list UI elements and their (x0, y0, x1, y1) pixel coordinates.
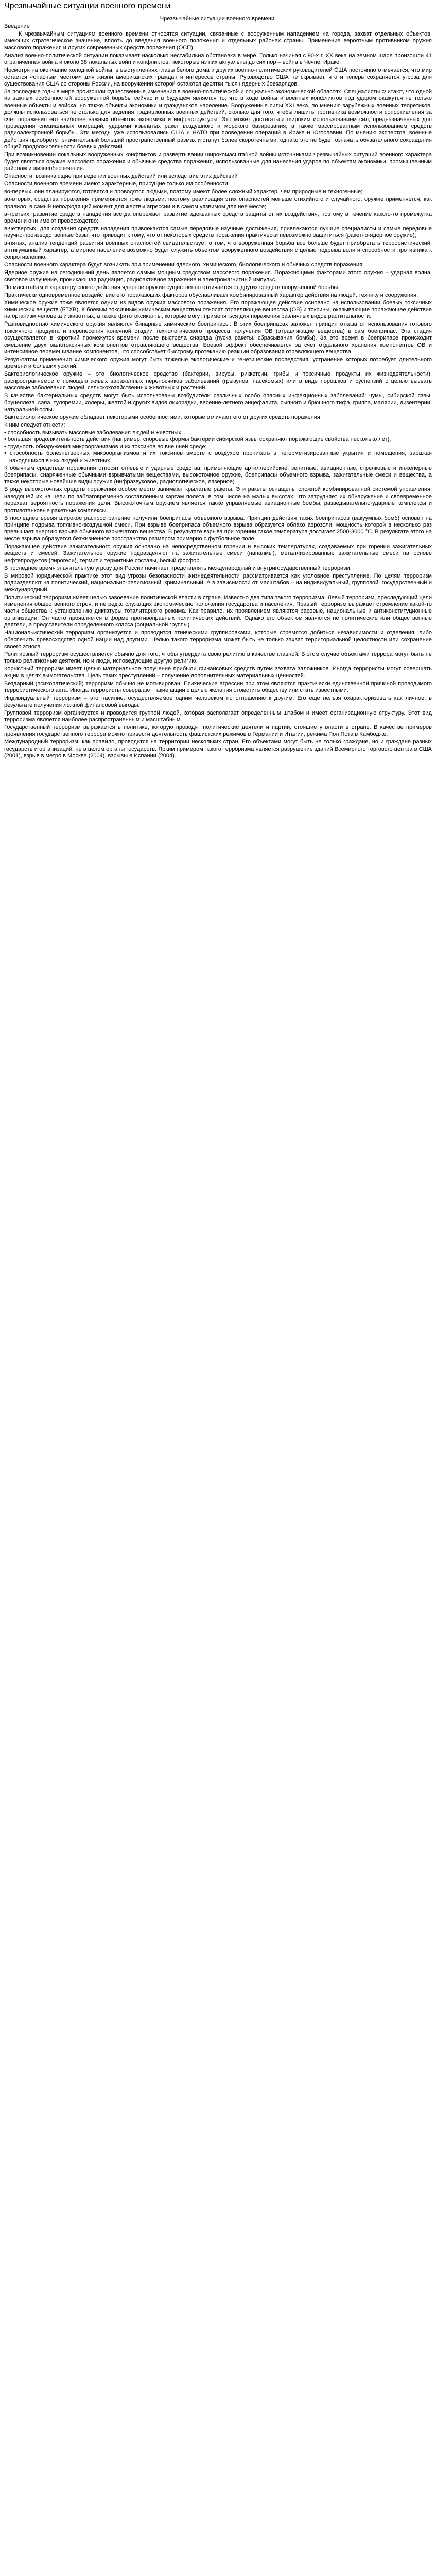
paragraph: Разновидностью химического оружия являются бинарные химические боеприпасы. В этих боеприпасах заложен принцип отказа от использования готового токсичного продукта и перенесения конечной стадии технологического процесса получения ОВ (отравляющие вещества) в сам боеприпас. Эта стадия осуществляется в короткий промежуток времени после выстрела снаряда (пуска ракеты, сбрасывания бомбы). За это время в боеприпасе происходит смешение двух малотоксичных компонентов отравляющего вещества. Боевой эффект обеспечивается за счет отдельного хранения компонентов ОВ и интенсивное перемешивание компонентов, что способствует быстрому протеканию реакции образования отравляющего вещества. (4, 321, 432, 355)
paragraph: Корыстный терроризм имеет целью материальное получение прибыли финансовых средств путем захвата заложников. Иногда террористы могут совершать акции в целях вымогательства. Цель таких преступлений – получение дополнительных материальных ценностей. (4, 666, 432, 679)
paragraph: Опасности, возникающие при ведении военных действий или вследствие этих действий (4, 173, 238, 180)
paragraph: в-четвертых, для создания средств нападения привлекаются самые передовые научные достижения, привлекаются лучшие специалисты и самые передовые научно-производственные базы, что приводит к тому, что от некоторых средств поражения практически невозможно защититься (ракетно-ядерное оружие); (4, 225, 432, 239)
paragraph: Анализ военно-политической ситуации показывает насколько нестабильна обстановка в мире. Только начиная с 90-х г. XX века на земном шаре произошли 41 ограниченная война и около 38 локальных войн и конфликтов, некоторые из них актуальны до сих пор – война в Чечне, Ираке. (4, 52, 432, 66)
paragraph: Политический терроризм имеет целью завоевание политической власти в стране. Известно два типа такого терроризма. Левый терроризм, преследующий цели изменения общественного строя, и не редко служащих экономические положения государства и населения. Правый терроризм выражает стремление какой-то части общества к установлению диктатуры тоталитарного режима. Как правило, их проявлением являются расовые, национальные и антиконституционные организации. Он часто проявляется в форме противоправных политических действий. Однако его объектом являются не политические или общественные деятели, а представители определенного класса (социальной группы). (4, 594, 432, 629)
paragraph: В мировой юридической практике этот вид угрозы безопасности жизнедеятельности рассматривается как уголовное преступление. По целям терроризм подразделяют на политический, национально-религиозный, криминальный. А в зависимости от масштабов – на индивидуальный, групповой, государственный и международный. (4, 572, 432, 593)
paragraph: К обычным средствам поражения относят огневые и ударные средства, применяющие артиллерийские, зенитные, авиационные, стрелковые и инженерные боеприпасы, снаряженные обычными взрывчатыми веществами, высокоточное оружие, боеприпасы объемного взрыва, зажигательные смеси и вещества, а также некоторые новейшие виды оружия (инфразвуковое, радиологическое, лазерное). (4, 465, 432, 485)
paragraph: Результатом применения химического оружия могут быть тяжелые экологические и генетические последствия, устранение которых потребует длительного времени и больших усилий. (4, 356, 432, 370)
paragraph: во-вторых, средства поражения применяются тоже людьми, поэтому реализация этих опасностей меньше стихийного и случайного, оружие применяется, как правило, в самый неподходящий момент для жертвы агрессии и в самом уязвимом для нее месте; (4, 196, 432, 210)
list-item: • способность вызывать массовые заболевания людей и животных; (4, 430, 432, 436)
paragraph: Введение (4, 23, 30, 29)
paragraph: При возникновении локальных вооруженных конфликтов и развертывании широкомасштабной войны источниками чрезвычайных ситуаций военного характера будет являться оружие массового поражения и обычные средства поражения, использованные для нанесения ударов по объектам экономики, промышленным районам и жизнеобеспечения. (4, 151, 432, 172)
bullet-list (4, 430, 432, 464)
paragraph: Опасности военного времени имеют характерные, присущие только им особенности: (4, 181, 230, 188)
paragraph: Бездарный (психопатический) терроризм обычно не мотивирован. Психические агрессии при этом являются практически единственной причиной проводимого террористического акта. Иногда террористы совершают такие акции с целью желания отомстить обществу или стать известными. (4, 680, 432, 694)
paragraph: В последнее время значительную угрозу для России начинает представлять международный и внутригосударственный терроризм. (4, 565, 352, 571)
paragraph: За последние годы в мире произошли существенные изменения в военно-политической и социально-экономической областях. Специалисты считают, что одной из важных особенностей вооруженной борьбы сейчас и в будущем является то, что в ходе войны и военных конфликтов под ударом окажутся не только военные объекты и войска, но также объекты экономики и гражданское население. Вооруженные силы XXI века, по мнению зарубежных военных теоретиков, должны использоваться не столько для ведения традиционных военных действий, сколько для того, чтобы лишить противника возможности сопротивления за счет поражения его наиболее важных объектов экономики и инфраструктуры. Это может достигаться широким использованием сил, предназначенных для проведения специальных операций, ударами крылатых ракет воздушного и морского базирования, а также массированным использованием средств радиоэлектронной борьбы. Эти методы уже использовались США и НАТО при проведении операций в Ираке и Югославии. По мнению экспертов, военные действия приобретут значительный больший пространственный размах и станут более скоротечными, однако это не будет означать обязательного сокращения общей продолжительности боевых действий. (4, 89, 432, 150)
paragraph: Индивидуальный терроризм – это насилие, осуществляемое одним человеком по отношению к другим. Его еще нельзя охарактеризовать как личное, в результате получения ложной финансовой выгоды. (4, 695, 432, 708)
paragraph: Ядерное оружие на сегодняшний день является самым мощным средством массового поражения. Поражающими факторами этого оружия – ударная волна, световое излучение, проникающая радиация, радиоактивное заражение и электромагнитный импульс. (4, 269, 432, 283)
paragraph: Религиозный терроризм осуществляется обычно для того, чтобы утвердить свою религию в качестве главной. В этом случае объектами террора могут быть не только религиозные деятели, но и люди, исповедующие другую религию. (4, 651, 432, 665)
paragraph: Несмотря на окончание холодной войны, в выступлениях главы белого дома и других военно-политических руководителей США постоянно отмечается, что мир остается «опасным местом» для жизни американских граждан и интересов страны. Руководство США не скрывает, что и теперь сохраняется угроза для существования США со стороны России, на вооружении которой остаются десятки тысяч ядерных боезарядов. (4, 67, 432, 88)
paragraph: в-третьих, развитие средств нападения всегда опережает развитие адекватных средств защиты от их воздействия, поэтому в течение какого-то промежутка времени они имеют превосходство; (4, 211, 432, 224)
paragraph: Бактериологическое оружие – это биологическое средство (бактерии, вирусы, риккетсии, грибы и токсичные продукты их жизнедеятельности), распространяемое с помощью живых зараженных переносчиков заболеваний (грызунов, насекомых) или в виде порошков и суспензий с целью вызвать массовые заболевания людей, сельскохозяйственных животных и растений. (4, 371, 432, 392)
paragraph: Практически одновременное воздействие его поражающих факторов обуславливает комбинированный характер действия на людей, технику и сооружения. (4, 292, 418, 298)
paragraph: Опасности военного характера будут возникать при применении ядерного, химического, биологического и обычных средств поражения. (4, 262, 364, 268)
paragraph: К ним следует отнести: (4, 422, 65, 428)
paragraph: Поражающее действие зажигательного оружия основано на непосредственном горении и высоких температурах, создаваемых при горении зажигательных веществ и смесей. Зажигательное оружие подразделяют на зажигательные смеси (напалмы), металлизированные зажигательные смеси на основе нефтепродуктов (пирогели), термит и термитные составы, белый фосфор. (4, 543, 432, 564)
paragraph: в-пятых, анализ тенденций развития военных опасностей свидетельствует о том, что вооруженная борьба все больше будет приобретать террористический, антигуманный характер, а мирное население возможно будет служить объектом вооруженного воздействия с целью подрыва воли и способности противника к сопротивлению. (4, 240, 432, 261)
list-item: • большая продолжительность действия (например, споровые формы бактерии сибирской язвы сохраняют поражающие свойства несколько лет); (4, 436, 432, 443)
paragraph: во-первых, они планируются, готовятся и проводятся людьми, поэтому имеют более сложный характер, чем природные и техногенные; (4, 189, 363, 195)
paragraph: Международный терроризм, как правило, проводится на территории нескольких стран. Его объектами могут быть не только граждане, но и граждане разных государств и организаций, не в целом органы государств. Ярким примером такого терроризма является разрушение зданий Всемирного торгового центра в США (2001), взрыв в метро в Москве (2004), взрывы в Испании (2004). (4, 739, 432, 759)
document-heading: Чрезвычайные ситуации военного времени. (160, 15, 276, 22)
paragraph: В ряду высокоточных средств поражения особое место занимают крылатые ракеты. Эти ракеты оснащены сложной комбинированной системой управления, наводящей их на цели по заблаговременно составленным картам полета, в том числе на малых высотах, что затрудняет их обнаружение и своевременное перехват вероятность поражения цели. Высокоточным оружием является также управляемые авиационные бомбы, разведывательно-ударные комплексы и противотанковые ракетные комплексы. (4, 486, 432, 514)
list-item: • способность болезнетворных микроорганизмов и их токсинов вместе с воздухом проникать в негерметизированные укрытия и помещения, заражая находящихся в них людей и животных. (4, 450, 432, 464)
document-page (0, 0, 436, 762)
paragraph: Химическое оружие тоже является одним из видов оружия массового поражения. Его поражающее действие основано на использовании боевых токсичных химических веществ (БТХВ). К боевым токсичным химическим веществам относят отравляющие вещества (ОВ) и токсины, оказывающие поражающее действие на организм человека и животных, а также фитотоксиканты, которые могут применяться для поражения различных видов растительности. (4, 299, 432, 320)
paragraph: В последнее время широкое распространение получили боеприпасы объемного взрыва. Принцип действия таких боеприпасов (вакуумных бомб) основан на принципе подрыва топливно-воздушной смеси. При взрыве боеприпаса объемного взрыва образуется облако аэрозоли, мощность которой в несколько раз превышает энергию взрыва обычного взрывчатого вещества. В результате взрыва при горении такое температура достигает 2500-3000 °С. В результате этого на месте взрыва образуется безжизненное пространство размером примерно с футбольное поле. (4, 515, 432, 542)
page-title: Чрезвычайные ситуации военного времени (4, 2, 171, 10)
paragraph: К чрезвычайным ситуациям военного времени относятся ситуации, связанные с вооруженным нападением на города, захват отдельных объектов, имеющих стратегическое значение, вплоть до введения военного положения и отдельных районах страны. Применение вероятным противником оружия массового поражения и других современных средств поражения (ОСП). (4, 31, 432, 51)
paragraph: По масштабам и характеру своего действия ядерное оружие существенно отличается от других средств вооруженной борьбы. (4, 284, 340, 291)
paragraph: Групповой терроризм организуется и проводится группой людей, которая располагает определенным штабом и имеет организационную структуру. Этот вид терроризма является наиболее распространенным и масштабным. (4, 709, 432, 723)
paragraph: Государственный терроризм выражается в политике, которую проводят политические деятели и партии, стоящие у власти в стране. В качестве примеров проявления государственного террора можно привести деятельность фашистских режимов в Германии и Италии, режима Пол Пота в Камбодже. (4, 724, 432, 738)
paragraph: Бактериологическое оружие обладает некоторыми особенностями, которые отличают его от других средств поражения. (4, 414, 322, 420)
document-body (4, 15, 432, 760)
paragraph: В качестве бактериальных средств могут быть использованы возбудители различных особо опасных инфекционных заболеваний: чумы, сибирской язвы, бруцеллеза, сапа, туляремии, холеры, желтой и других видов лихорадки, весенне-летнего энцефалита, сыпного и брюшного тифа, гриппа, малярии, дизентерии, натуральной оспы. (4, 393, 432, 413)
paragraph: Национальистический терроризм организуется и проводится этническими группировками, которые стремятся добиться независимости и отделения, либо обеспечить превосходство одной нации над другими. Целью такого терроризма может быть не только захват территориальной целостности или сохранение своего этноса. (4, 630, 432, 650)
list-item: • трудность обнаружения микроорганизмов и их токсинов во внешней среде; (4, 444, 432, 450)
